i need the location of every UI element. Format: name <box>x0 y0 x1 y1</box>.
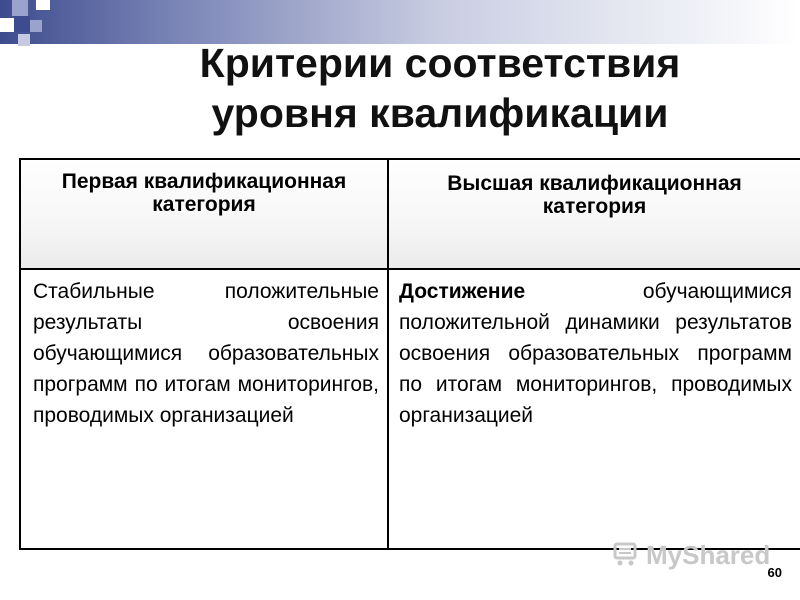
criteria-table <box>19 158 800 550</box>
highest-category-criterion <box>388 269 800 549</box>
header-first-category: Первая квалификационная категория <box>20 159 388 269</box>
criterion-keyword: Достижение <box>399 280 526 303</box>
table-row <box>20 269 800 549</box>
page-number: 60 <box>767 565 782 580</box>
cart-icon <box>612 540 640 568</box>
table-header-row <box>20 159 800 269</box>
header-highest-category: Высшая квалификационная категория <box>388 159 800 269</box>
slide-title <box>130 38 750 138</box>
watermark-text: MyShared <box>646 540 771 570</box>
decorative-squares <box>0 0 70 48</box>
title-line-1: Критерии соответствия <box>199 40 681 86</box>
criterion-text: обучающимися положительной динамики результатов освоения образовательных программ по итогам мониторингов, проводимых организацией <box>399 280 792 427</box>
title-line-2: уровня квалификации <box>211 90 669 136</box>
first-category-criterion: Стабильные положительные результаты освоения обучающимися образовательных программ по итогам мониторингов, проводимых организацией <box>20 269 388 549</box>
